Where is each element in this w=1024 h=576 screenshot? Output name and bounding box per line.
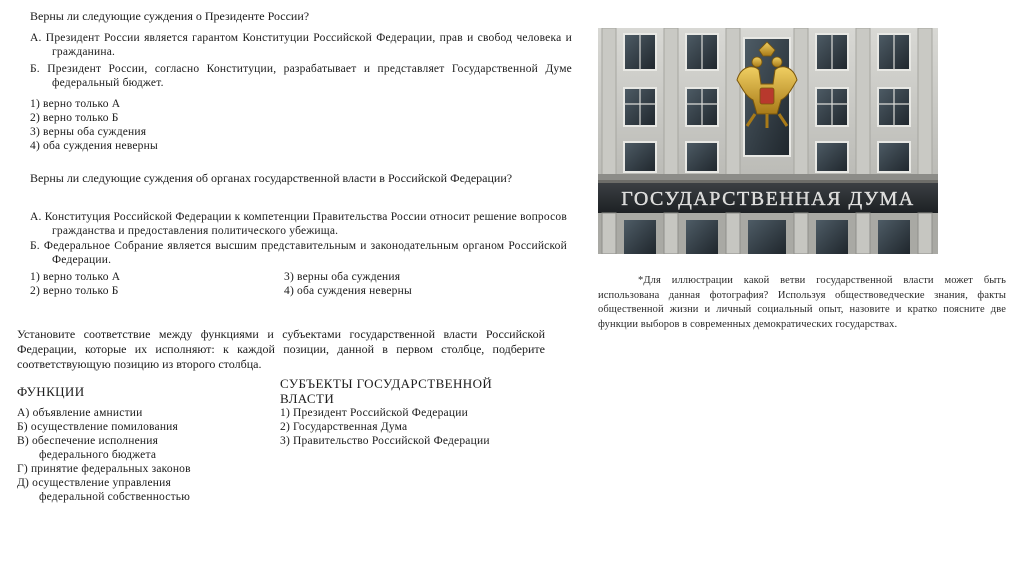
functions-list bbox=[17, 406, 257, 504]
task-note: *Для иллюстрации какой ветви государственной власти может быть использована данная фотография? Используя обществоведческие знания, факты общественной жизни и личный социальный опыт, назовите и кратко поясните две функции выборов в современных демократических государствах. bbox=[598, 275, 1006, 330]
q2-statement-a: А. Конституция Российской Федерации к компетенции Правительства России относит решение вопросов гражданства и предоставления политического убежища. bbox=[30, 211, 567, 237]
facade-lettering: ГОСУДАРСТВЕННАЯ ДУМА bbox=[621, 188, 915, 210]
q2-statement-b: Б. Федеральное Собрание является высшим представительным и законодательным органом Российской Федерации. bbox=[30, 240, 567, 266]
q1-option: 4) оба суждения неверны bbox=[30, 140, 158, 152]
q2-options-right bbox=[284, 270, 524, 298]
q2-option: 3) верны оба суждения bbox=[284, 271, 401, 283]
function-item: А) объявление амнистии bbox=[17, 407, 143, 419]
function-item: В) обеспечение исполнения федерального бюджета bbox=[17, 435, 159, 461]
q2-title: Верны ли следующие суждения об органах государственной власти в Российской Федерации? bbox=[30, 171, 513, 185]
function-item: Б) осуществление помилования bbox=[17, 421, 179, 433]
subject-item: 3) Правительство Российской Федерации bbox=[280, 435, 490, 447]
q2-option: 1) верно только А bbox=[30, 271, 121, 283]
subjects-list bbox=[280, 406, 550, 448]
state-duma-building-illustration bbox=[598, 28, 938, 254]
q3-title: Установите соответствие между функциями и субъектами государственной власти Российской Федерации, которые их исполняют: к каждой позиции, данной в первом столбце, подберите соответствующую позицию из второго столбца. bbox=[17, 327, 545, 371]
q1-option: 2) верно только Б bbox=[30, 112, 119, 124]
subjects-heading: СУБЪЕКТЫ ГОСУДАРСТВЕННОЙ ВЛАСТИ bbox=[280, 376, 493, 406]
function-item: Д) осуществление управления федеральной собственностью bbox=[17, 477, 191, 503]
q1-options bbox=[30, 97, 330, 153]
state-duma-photo bbox=[598, 28, 938, 254]
function-item: Г) принятие федеральных законов bbox=[17, 463, 191, 475]
q2-option: 2) верно только Б bbox=[30, 285, 119, 297]
subject-item: 1) Президент Российской Федерации bbox=[280, 407, 468, 419]
q1-title: Верны ли следующие суждения о Президенте России? bbox=[30, 9, 310, 23]
functions-heading: ФУНКЦИИ bbox=[17, 384, 85, 399]
q1-statement-a: А. Президент России является гарантом Конституции Российской Федерации, прав и свобод человека и гражданина. bbox=[30, 32, 572, 58]
q2-option: 4) оба суждения неверны bbox=[284, 285, 412, 297]
q1-option: 1) верно только А bbox=[30, 98, 121, 110]
q1-option: 3) верны оба суждения bbox=[30, 126, 147, 138]
q1-statement-b: Б. Президент России, согласно Конституции, разрабатывает и представляет Государственной Думе федеральный бюджет. bbox=[30, 63, 572, 89]
subject-item: 2) Государственная Дума bbox=[280, 421, 408, 433]
q2-options-left bbox=[30, 270, 260, 298]
